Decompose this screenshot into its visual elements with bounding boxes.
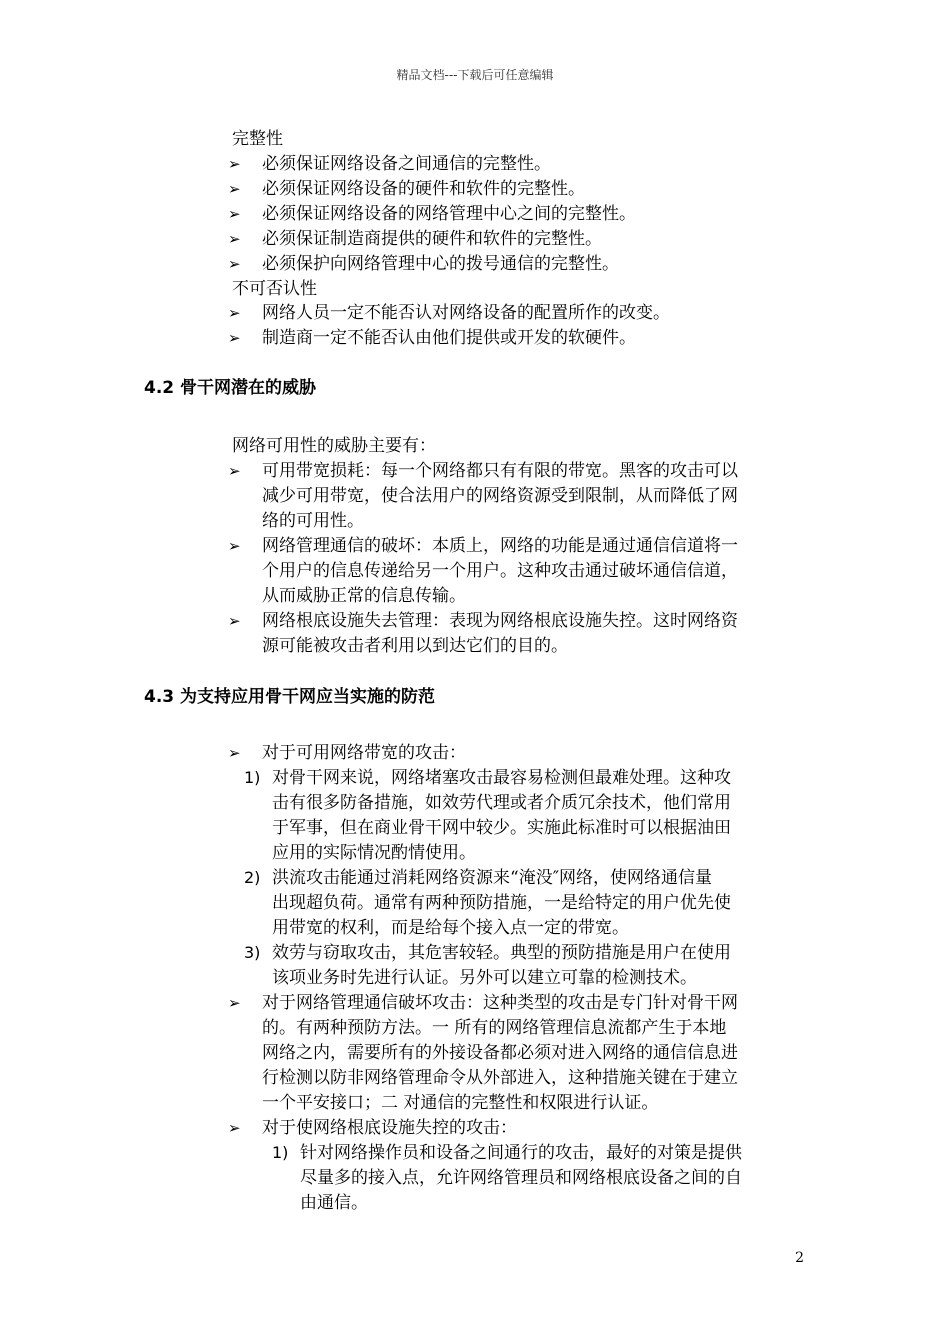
list-item-continuation: 从而威胁正常的信息传输。 <box>262 586 466 606</box>
arrow-bullet-icon: ➢ <box>228 329 241 347</box>
page-number: 2 <box>795 1250 804 1266</box>
list-item-continuation: 行检测以防非网络管理命令从外部进入，这种措施关键在于建立 <box>262 1068 738 1088</box>
arrow-bullet-icon: ➢ <box>228 255 241 273</box>
numbered-item-continuation: 由通信。 <box>300 1193 368 1213</box>
list-item-continuation: 网络之内，需要所有的外接设备都必须对进入网络的通信信息进 <box>262 1043 738 1063</box>
arrow-bullet-icon: ➢ <box>228 230 241 248</box>
nonrepudiation-title: 不可否认性 <box>232 279 317 299</box>
arrow-bullet-icon: ➢ <box>228 155 241 173</box>
section-heading-4-3: 4.3 为支持应用骨干网应当实施的防范 <box>144 687 436 707</box>
numbered-item-continuation: 击有很多防备措施，如效劳代理或者介质冗余技术，他们常用 <box>272 793 731 813</box>
arrow-bullet-icon: ➢ <box>228 180 241 198</box>
arrow-bullet-icon: ➢ <box>228 537 241 555</box>
list-item-continuation: 源可能被攻击者利用以到达它们的目的。 <box>262 636 568 656</box>
arrow-bullet-icon: ➢ <box>228 304 241 322</box>
numbered-item-continuation: 应用的实际情况酌情使用。 <box>272 843 476 863</box>
numbered-item-continuation: 于军事，但在商业骨干网中较少。实施此标准时可以根据油田 <box>272 818 731 838</box>
list-item-continuation: 减少可用带宽，使合法用户的网络资源受到限制，从而降低了网 <box>262 486 738 506</box>
arrow-bullet-icon: ➢ <box>228 744 241 762</box>
arrow-bullet-icon: ➢ <box>228 205 241 223</box>
arrow-bullet-icon: ➢ <box>228 994 241 1012</box>
section42-intro: 网络可用性的威胁主要有： <box>232 436 436 456</box>
list-item-continuation: 的。有两种预防方法。一 所有的网络管理信息流都产生于本地 <box>262 1018 727 1038</box>
section-heading-4-2: 4.2 骨干网潜在的威胁 <box>144 378 317 398</box>
numbered-item-continuation: 用带宽的权利，而是给每个接入点一定的带宽。 <box>272 918 629 938</box>
arrow-bullet-icon: ➢ <box>228 612 241 630</box>
list-item-continuation: 一个平安接口；二 对通信的完整性和权限进行认证。 <box>262 1093 659 1113</box>
arrow-bullet-icon: ➢ <box>228 462 241 480</box>
page-header: 精品文档---下载后可任意编辑 <box>396 68 554 82</box>
document-page: 精品文档---下载后可任意编辑 完整性 ➢ 必须保证网络设备之间通信的完整性。 ➢ 必须保证网络设备的硬件和软件的完整性。 ➢ 必须保证网络设备的网络管理中心之间的完整性。 ➢ 必须保证制造商提供的硬件和软件的完整性。 ➢ 必须保护向网络管理中心的拨号通信的完整性。 不可否认性 ➢ 网络人员一定不能否认对网络设备的配置所作的改变。 ➢ 制造商一定不能否认由他们提供或开发的软硬件。 4.2 骨干网潜在的威胁 网络可用性的威胁主要有： ➢ 可用带宽损耗：每一个网络都只有有限的带宽。黑客的攻击可以 减少可用带宽，使合法用户的网络资源受到限制，从而降低了网 络的可用性。 ➢ 网络管理通信的破坏：本质上，网络的功能是通过通信信道将一 个用户的信息传递给另一个用户。这种攻击通过破坏通信信道， 从而威胁正常的信息传输。 ➢ 网络根底设施失去管理：表现为网络根底设施失控。这时网络资 源可能被攻击者利用以到达它们的目的。 4.3 为支持应用骨干网应当实施的防范 ➢ 对于可用网络带宽的攻击： 1) 对骨干网来说，网络堵塞攻击最容易检测但最难处理。这种攻 击有很多防备措施，如效劳代理或者介质冗余技术，他们常用 于军事，但在商业骨干网中较少。实施此标准时可以根据油田 应用的实际情况酌情使用。 2) 洪流攻击能通过消耗网络资源来“淹没″网络，使网络通信量 出现超负荷。通常有两种预防措施，一是给特定的用户优先使 用带宽的权利，而是给每个接入点一定的带宽。 3) 效劳与窃取攻击，其危害较轻。典型的预防措施是用户在使用 该项业务时先进行认证。另外可以建立可靠的检测技术。 ➢ 对于网络管理通信破坏攻击：这种类型的攻击是专门针对骨干网 的。有两种预防方法。一 所有的网络管理信息流都产生于本地 网络之内，需要所有的外接设备都必须对进入网络的通信信息进 行检测以防非网络管理命令从外部进入，这种措施关键在于建立 一个平安接口；二 对通信的完整性和权限进行认证。 ➢ 对于使网络根底设施失控的攻击： 1) 针对网络操作员和设备之间通行的攻击，最好的对策是提供 尽量多的接入点，允许网络管理员和网络根底设备之间的自 由通信。 2 <box>0 0 950 1344</box>
list-item-continuation: 络的可用性。 <box>262 511 364 531</box>
list-item-continuation: 个用户的信息传递给另一个用户。这种攻击通过破坏通信信道， <box>262 561 738 581</box>
numbered-item-continuation: 尽量多的接入点，允许网络管理员和网络根底设备之间的自 <box>300 1168 742 1188</box>
numbered-item-continuation: 该项业务时先进行认证。另外可以建立可靠的检测技术。 <box>272 968 697 988</box>
arrow-bullet-icon: ➢ <box>228 1119 241 1137</box>
integrity-title: 完整性 <box>232 129 283 149</box>
numbered-item-continuation: 出现超负荷。通常有两种预防措施，一是给特定的用户优先使 <box>272 893 731 913</box>
